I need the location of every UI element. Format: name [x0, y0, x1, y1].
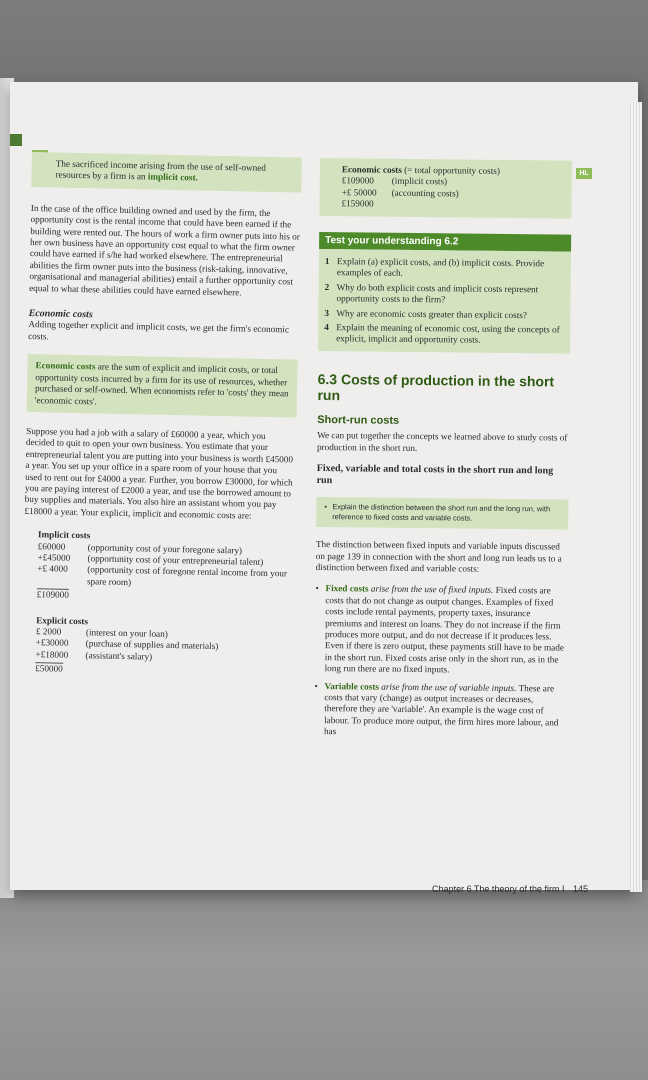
- test-your-understanding-heading: Test your understanding 6.2: [319, 232, 571, 252]
- paragraph-example: Suppose you had a job with a salary of £60000 a year, which you decided to quit to open your own business. You estimate that your entrepreneurial talent you are putting into your business is worth £45000 a year. You set up your office in a spare room of your house that you used to rent out for £4000 a year. Further, you borrow £30000, for which you are paying interest of £2000 a year, and use the borrowed amount to buy supplies and materials. You also hire an assistant whom you pay £18000 a year. Your explicit, implicit and economic costs are:: [24, 425, 294, 521]
- bullet-variable-costs: [314, 681, 567, 741]
- bullet-lead-italic: arise from the use of variable inputs.: [381, 681, 517, 693]
- heading-economic-costs: Economic costs: [28, 308, 93, 321]
- bullet-text: Fixed costs are costs that do not change as output changes. Examples of fixed costs include rental payments, property taxes, insurance premiums and interest on loans. They do not increase if the firm produces more output, and do not decrease if it produces less. Even if there is zero output, these payments still have to be made in the short run. Fixed costs arise only in the short run, as in the long run there are no fixed inputs.: [324, 585, 564, 675]
- definition-text: are the sum of explicit and implicit costs, or total opportunity costs incurred by a firm for its use of resources, whether purchased or self-owned. When economists refer to 'costs' they mean 'economic costs'.: [34, 361, 289, 406]
- hl-badge-right: HL: [576, 168, 592, 179]
- bullet-icon: •: [314, 680, 318, 691]
- question-item: [325, 256, 565, 281]
- question-number: 1: [324, 256, 330, 267]
- cost-amount: +£ 50000: [341, 187, 377, 198]
- subsection-title: Short-run costs: [317, 413, 400, 427]
- learning-objective-box: [316, 497, 568, 530]
- definition-term: Economic costs: [35, 360, 96, 372]
- econ-box-title-note: (= total opportunity costs): [404, 164, 500, 176]
- question-text: Why are economic costs greater than explicit costs?: [336, 307, 527, 320]
- cost-description: (implicit costs): [391, 176, 448, 187]
- econ-total: £159000: [341, 198, 374, 209]
- economic-costs-summary-box: [319, 158, 572, 218]
- question-item: [324, 322, 564, 347]
- intro-box-text: The sacrificed income arising from the use of self-owned resources by a firm is an: [55, 158, 267, 182]
- page-edges: [630, 102, 642, 892]
- explicit-total: £50000: [35, 663, 63, 674]
- implicit-total: £109000: [36, 589, 69, 601]
- cost-amount: £109000: [341, 175, 374, 186]
- bullet-lead: Fixed costs: [325, 583, 369, 594]
- question-item: [324, 282, 564, 307]
- page-footer: [432, 884, 588, 894]
- question-text: Explain the meaning of economic cost, using the concepts of explicit, implicit and opportunity costs.: [336, 322, 560, 346]
- cost-amount: +£18000: [35, 648, 69, 660]
- bullet-lead-italic: arise from the use of fixed inputs.: [370, 583, 494, 596]
- bullet-fixed-costs: [315, 583, 568, 677]
- cost-description: (opportunity cost of foregone rental income from your spare room): [86, 564, 288, 587]
- cost-amount: £60000: [37, 540, 66, 552]
- econ-row: [342, 187, 564, 201]
- bullet-text: These are costs that vary (change) as output increases or decreases, therefore they are 'variable'. An example is the wage cost of labour. To produce more output, the firm hires more labour, and has: [323, 682, 559, 737]
- paragraph-distinction: The distinction between fixed inputs and variable inputs discussed on page 139 in connection with the short and long run leads us to a distinction between fixed and variable costs:: [315, 539, 562, 574]
- section-title: 6.3 Costs of production in the short run: [317, 370, 555, 404]
- bullet-icon: •: [324, 502, 327, 512]
- cost-amount: +£30000: [35, 637, 69, 649]
- objective-text: Explain the distinction between the short run and the long run, with reference to fixed costs and variable costs.: [332, 502, 551, 523]
- cost-description: (opportunity cost of your entrepreneurial talent): [87, 553, 264, 567]
- econ-box-title: Economic costs: [341, 164, 402, 175]
- paragraph-opportunity-cost: In the case of the office building owned and used by the firm, the opportunity cost is the rental income that could have been earned if the building were rented out. The hours of work a firm owner puts into his or her own business have an opportunity cost equal to what the firm owner could have earned if s/he had worked elsewhere. The entrepreneurial abilities the firm owner puts into the business (risk-taking, innovative, organisational and managerial abilities) entail a further opportunity cost equal to what these abilities could have earned elsewhere.: [29, 202, 300, 298]
- cost-description: (opportunity cost of your foregone salary): [87, 541, 243, 556]
- background-table: [0, 880, 648, 1080]
- cost-description: (accounting costs): [391, 187, 459, 199]
- implicit-cost-definition-box: [31, 152, 302, 192]
- bullet-icon: •: [315, 583, 319, 594]
- footer-page-number: 145: [572, 884, 588, 894]
- bullet-lead: Variable costs: [324, 680, 380, 692]
- cost-description: (interest on your loan): [85, 627, 168, 639]
- cost-description: (purchase of supplies and materials): [85, 638, 219, 652]
- implicit-costs-title: Implicit costs: [37, 529, 91, 541]
- cost-amount: +£ 4000: [37, 563, 68, 575]
- fixed-variable-heading: Fixed, variable and total costs in the short run and long run: [316, 463, 554, 487]
- question-item: [324, 308, 564, 322]
- question-text: Why do both explicit costs and implicit costs represent opportunity costs to the firm?: [336, 282, 539, 305]
- footer-chapter: Chapter 6 The theory of the firm I: [432, 884, 565, 894]
- objective-item: [324, 502, 560, 524]
- cost-description: (assistant's salary): [85, 650, 153, 662]
- question-number: 3: [324, 307, 330, 318]
- question-number: 4: [324, 322, 329, 333]
- book-page: [10, 82, 638, 890]
- question-number: 2: [324, 281, 330, 292]
- question-text: Explain (a) explicit costs, and (b) implicit costs. Provide examples of each.: [336, 256, 545, 279]
- cost-amount: £ 2000: [35, 626, 62, 637]
- paragraph-economic-costs: Adding together explicit and implicit costs, we get the firm's economic costs.: [28, 319, 290, 342]
- intro-box-term: implicit cost.: [147, 171, 198, 183]
- left-column: [21, 152, 302, 680]
- explicit-costs-title: Explicit costs: [36, 614, 89, 626]
- spine-tab: [10, 134, 22, 146]
- implicit-costs-block: [21, 529, 294, 680]
- test-your-understanding-box: [318, 249, 571, 353]
- economic-cost-definition-box: [27, 354, 298, 417]
- cost-amount: +£45000: [37, 552, 71, 563]
- right-column: [314, 158, 572, 740]
- subsection-paragraph: We can put together the concepts we learned above to study costs of production in the short run.: [316, 430, 568, 453]
